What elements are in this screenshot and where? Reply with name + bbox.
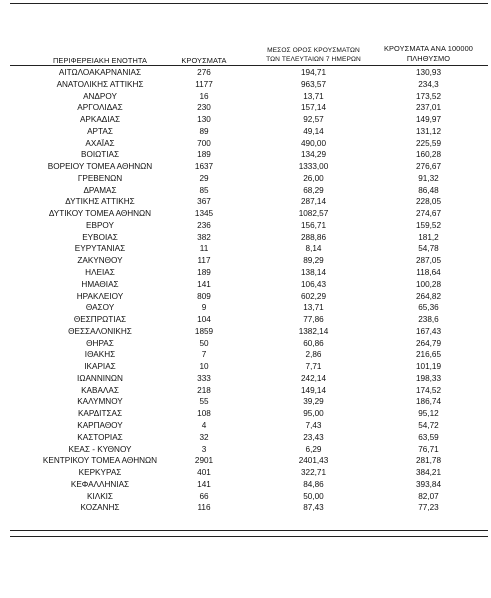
cases-cell: 104	[197, 315, 211, 325]
average-cell: 87,43	[303, 503, 324, 513]
region-cell: ΙΚΑΡΙΑΣ	[84, 362, 116, 372]
average-cell: 2,86	[305, 350, 322, 360]
cases-cell: 3	[201, 444, 207, 454]
average-cell: 242,14	[300, 373, 327, 383]
region-cell: ΑΡΚΑΔΙΑΣ	[79, 115, 121, 125]
table-row	[0, 444, 491, 456]
region-cell: ΔΡΑΜΑΣ	[83, 185, 117, 195]
table-row	[0, 196, 491, 208]
cases-cell: 382	[197, 232, 211, 242]
average-cell: 7,43	[305, 420, 322, 430]
per-100k-cell: 95,12	[418, 409, 439, 419]
per-100k-cell: 54,78	[418, 244, 439, 254]
region-cell: ΑΧΑΪΑΣ	[85, 138, 115, 148]
table-row	[0, 173, 491, 185]
cases-cell: 32	[199, 432, 209, 442]
cases-cell: 89	[199, 126, 209, 136]
per-100k-cell: 186,74	[415, 397, 442, 407]
region-cell: ΚΑΣΤΟΡΙΑΣ	[77, 432, 123, 442]
per-100k-cell: 149,97	[415, 115, 442, 125]
per-100k-cell: 173,52	[415, 91, 442, 101]
table-row	[0, 373, 491, 385]
table-row	[0, 79, 491, 91]
per-100k-cell: 238,6	[418, 315, 439, 325]
per-100k-cell: 234,3	[418, 79, 439, 89]
average-cell: 6,29	[305, 444, 322, 454]
region-cell: ΗΛΕΙΑΣ	[85, 268, 115, 278]
average-cell: 156,71	[300, 220, 327, 230]
region-cell: ΙΩΑΝΝΙΝΩΝ	[77, 373, 123, 383]
cases-cell: 189	[197, 150, 211, 160]
cases-cell: 230	[197, 103, 211, 113]
region-cell: ΘΕΣΠΡΩΤΙΑΣ	[73, 315, 127, 325]
header-cases-per-100k	[366, 44, 491, 64]
table-row	[0, 161, 491, 173]
cases-cell: 50	[199, 338, 209, 348]
header-cases: ΚΡΟΥΣΜΑΤΑ	[181, 56, 227, 65]
per-100k-cell: 225,59	[415, 138, 442, 148]
region-cell: ΑΡΓΟΛΙΔΑΣ	[77, 103, 123, 113]
table-row	[0, 349, 491, 361]
table-row	[0, 232, 491, 244]
cases-cell: 85	[199, 185, 209, 195]
average-cell: 1333,00	[298, 162, 329, 172]
bottom-rule	[10, 530, 488, 531]
per-100k-cell: 281,78	[415, 456, 442, 466]
table-row	[0, 385, 491, 397]
average-cell: 106,43	[300, 279, 327, 289]
table-row	[0, 338, 491, 350]
cases-cell: 401	[197, 468, 211, 478]
average-cell: 92,57	[303, 115, 324, 125]
region-cell: ΑΝΑΤΟΛΙΚΗΣ ΑΤΤΙΚΗΣ	[56, 79, 144, 89]
table-row	[0, 291, 491, 303]
cases-cell: 2901	[194, 456, 214, 466]
region-cell: ΓΡΕΒΕΝΩΝ	[77, 173, 123, 183]
cases-cell: 333	[197, 373, 211, 383]
per-100k-cell: 264,82	[415, 291, 442, 301]
average-cell: 13,71	[303, 303, 324, 313]
average-cell: 60,86	[303, 338, 324, 348]
table-row	[0, 102, 491, 114]
region-cell: ΚΕΦΑΛΛΗΝΙΑΣ	[70, 479, 130, 489]
average-cell: 49,14	[303, 126, 324, 136]
table-row	[0, 149, 491, 161]
region-cell: ΑΡΤΑΣ	[87, 126, 113, 136]
region-cell: ΚΑΡΔΙΤΣΑΣ	[77, 409, 123, 419]
per-100k-cell: 82,07	[418, 491, 439, 501]
average-cell: 7,71	[305, 362, 322, 372]
header-avg-line2: ΤΩΝ ΤΕΛΕΥΤΑΙΩΝ 7 ΗΜΕΡΩΝ	[266, 56, 361, 63]
header-avg-line1: ΜΕΣΟΣ ΟΡΟΣ ΚΡΟΥΣΜΑΤΩΝ	[267, 47, 360, 54]
per-100k-cell: 159,52	[415, 220, 442, 230]
average-cell: 288,86	[300, 232, 327, 242]
cases-cell: 4	[201, 420, 207, 430]
per-100k-cell: 237,01	[415, 103, 442, 113]
table-row	[0, 408, 491, 420]
per-100k-cell: 228,05	[415, 197, 442, 207]
per-100k-cell: 181,2	[418, 232, 439, 242]
average-cell: 39,29	[303, 397, 324, 407]
cases-cell: 141	[197, 279, 211, 289]
region-cell: ΚΑΒΑΛΑΣ	[81, 385, 119, 395]
per-100k-cell: 287,05	[415, 256, 442, 266]
table-row	[0, 126, 491, 138]
region-cell: ΚΟΖΑΝΗΣ	[80, 503, 120, 513]
average-cell: 157,14	[300, 103, 327, 113]
per-100k-cell: 86,48	[418, 185, 439, 195]
per-100k-cell: 63,59	[418, 432, 439, 442]
table-row	[0, 138, 491, 150]
table-row	[0, 91, 491, 103]
average-cell: 68,29	[303, 185, 324, 195]
per-100k-cell: 77,23	[418, 503, 439, 513]
average-cell: 1382,14	[298, 326, 329, 336]
cases-cell: 141	[197, 479, 211, 489]
header-region: ΠΕΡΙΦΕΡΕΙΑΚΗ ΕΝΟΤΗΤΑ	[53, 56, 147, 65]
header-rule	[10, 65, 488, 66]
per-100k-cell: 54,72	[418, 420, 439, 430]
per-100k-cell: 160,28	[415, 150, 442, 160]
region-cell: ΒΟΡΕΙΟΥ ΤΟΜΕΑ ΑΘΗΝΩΝ	[47, 162, 153, 172]
header-per-line2: ΠΛΗΘΥΣΜΟ	[406, 54, 451, 63]
region-cell: ΖΑΚΥΝΘΟΥ	[77, 256, 123, 266]
table-row	[0, 243, 491, 255]
cases-cell: 1345	[194, 209, 214, 219]
average-cell: 95,00	[303, 409, 324, 419]
cases-cell: 700	[197, 138, 211, 148]
table-row	[0, 420, 491, 432]
average-cell: 26,00	[303, 173, 324, 183]
region-cell: ΑΙΤΩΛΟΑΚΑΡΝΑΝΙΑΣ	[58, 68, 142, 77]
per-100k-cell: 167,43	[415, 326, 442, 336]
table-row	[0, 455, 491, 467]
cases-cell: 55	[199, 397, 209, 407]
table-row	[0, 185, 491, 197]
per-100k-cell: 198,33	[415, 373, 442, 383]
average-cell: 194,71	[300, 68, 327, 77]
average-cell: 8,14	[305, 244, 322, 254]
table-body	[0, 67, 491, 514]
per-100k-cell: 274,67	[415, 209, 442, 219]
average-cell: 50,00	[303, 491, 324, 501]
per-100k-cell: 101,19	[415, 362, 442, 372]
table-row	[0, 396, 491, 408]
cases-cell: 116	[197, 503, 211, 513]
region-cell: ΘΑΣΟΥ	[85, 303, 115, 313]
per-100k-cell: 65,36	[418, 303, 439, 313]
table-row	[0, 114, 491, 126]
table-row	[0, 432, 491, 444]
top-rule	[10, 3, 488, 4]
table-row	[0, 208, 491, 220]
table-row	[0, 502, 491, 514]
region-cell: ΕΥΒΟΙΑΣ	[82, 232, 118, 242]
per-100k-cell: 216,65	[415, 350, 442, 360]
cases-cell: 108	[197, 409, 211, 419]
per-100k-cell: 393,84	[415, 479, 442, 489]
table-row	[0, 467, 491, 479]
cases-cell: 276	[197, 68, 211, 77]
cases-cell: 7	[201, 350, 207, 360]
table-row	[0, 255, 491, 267]
region-cell: ΑΝΔΡΟΥ	[83, 91, 117, 101]
region-cell: ΕΒΡΟΥ	[86, 220, 114, 230]
per-100k-cell: 118,64	[416, 268, 441, 278]
region-cell: ΘΗΡΑΣ	[86, 338, 114, 348]
table-row	[0, 361, 491, 373]
per-100k-cell: 100,28	[415, 279, 442, 289]
average-cell: 602,29	[300, 291, 327, 301]
average-cell: 77,86	[303, 315, 324, 325]
cases-cell: 66	[199, 491, 209, 501]
cases-cell: 130	[197, 115, 211, 125]
table-row	[0, 67, 491, 79]
region-cell: ΒΟΙΩΤΙΑΣ	[80, 150, 120, 160]
table-row	[0, 267, 491, 279]
cases-cell: 117	[197, 256, 211, 266]
average-cell: 84,86	[303, 479, 324, 489]
average-cell: 138,14	[300, 268, 327, 278]
cases-cell: 1637	[194, 162, 214, 172]
region-cell: ΘΕΣΣΑΛΟΝΙΚΗΣ	[68, 326, 132, 336]
cases-cell: 16	[199, 91, 209, 101]
cases-cell: 218	[197, 385, 211, 395]
average-cell: 490,00	[300, 138, 327, 148]
region-cell: ΙΘΑΚΗΣ	[84, 350, 116, 360]
average-cell: 134,29	[300, 150, 327, 160]
cases-cell: 1859	[194, 326, 214, 336]
table-row	[0, 279, 491, 291]
table-row	[0, 326, 491, 338]
region-cell: ΚΕΑΣ - ΚΥΘΝΟΥ	[68, 444, 132, 454]
region-cell: ΚΑΛΥΜΝΟΥ	[77, 397, 123, 407]
table-row	[0, 491, 491, 503]
cases-cell: 809	[197, 291, 211, 301]
header-per-line1: ΚΡΟΥΣΜΑΤΑ ΑΝΑ 100000	[383, 44, 474, 53]
cases-cell: 29	[199, 173, 209, 183]
cases-cell: 367	[197, 197, 211, 207]
header-7day-average	[246, 46, 381, 64]
table-row	[0, 479, 491, 491]
average-cell: 2401,43	[298, 456, 329, 466]
average-cell: 89,29	[303, 256, 324, 266]
region-cell: ΚΕΝΤΡΙΚΟΥ ΤΟΜΕΑ ΑΘΗΝΩΝ	[42, 456, 158, 466]
region-cell: ΕΥΡΥΤΑΝΙΑΣ	[74, 244, 126, 254]
per-100k-cell: 174,52	[415, 385, 442, 395]
average-cell: 322,71	[300, 468, 327, 478]
region-cell: ΔΥΤΙΚΟΥ ΤΟΜΕΑ ΑΘΗΝΩΝ	[48, 209, 152, 219]
region-cell: ΚΕΡΚΥΡΑΣ	[78, 468, 122, 478]
per-100k-cell: 130,93	[415, 68, 442, 77]
table-row	[0, 220, 491, 232]
table-row	[0, 302, 491, 314]
region-cell: ΗΜΑΘΙΑΣ	[81, 279, 119, 289]
average-cell: 963,57	[300, 79, 327, 89]
average-cell: 13,71	[303, 91, 324, 101]
per-100k-cell: 384,21	[415, 468, 442, 478]
average-cell: 149,14	[300, 385, 327, 395]
per-100k-cell: 131,12	[415, 126, 442, 136]
region-cell: ΚΙΛΚΙΣ	[86, 491, 113, 501]
per-100k-cell: 264,79	[415, 338, 442, 348]
bottom-rule-double	[10, 536, 488, 537]
cases-cell: 11	[199, 244, 209, 254]
cases-cell: 236	[197, 220, 211, 230]
average-cell: 287,14	[300, 197, 327, 207]
average-cell: 23,43	[303, 432, 324, 442]
cases-cell: 189	[197, 268, 211, 278]
cases-cell: 10	[199, 362, 209, 372]
table-row	[0, 314, 491, 326]
region-cell: ΔΥΤΙΚΗΣ ΑΤΤΙΚΗΣ	[65, 197, 135, 207]
region-cell: ΚΑΡΠΑΘΟΥ	[77, 420, 123, 430]
per-100k-cell: 276,67	[415, 162, 442, 172]
cases-cell: 9	[201, 303, 207, 313]
cases-cell: 1177	[195, 79, 213, 89]
per-100k-cell: 91,32	[418, 173, 439, 183]
average-cell: 1082,57	[298, 209, 329, 219]
per-100k-cell: 76,71	[418, 444, 439, 454]
region-cell: ΗΡΑΚΛΕΙΟΥ	[76, 291, 124, 301]
